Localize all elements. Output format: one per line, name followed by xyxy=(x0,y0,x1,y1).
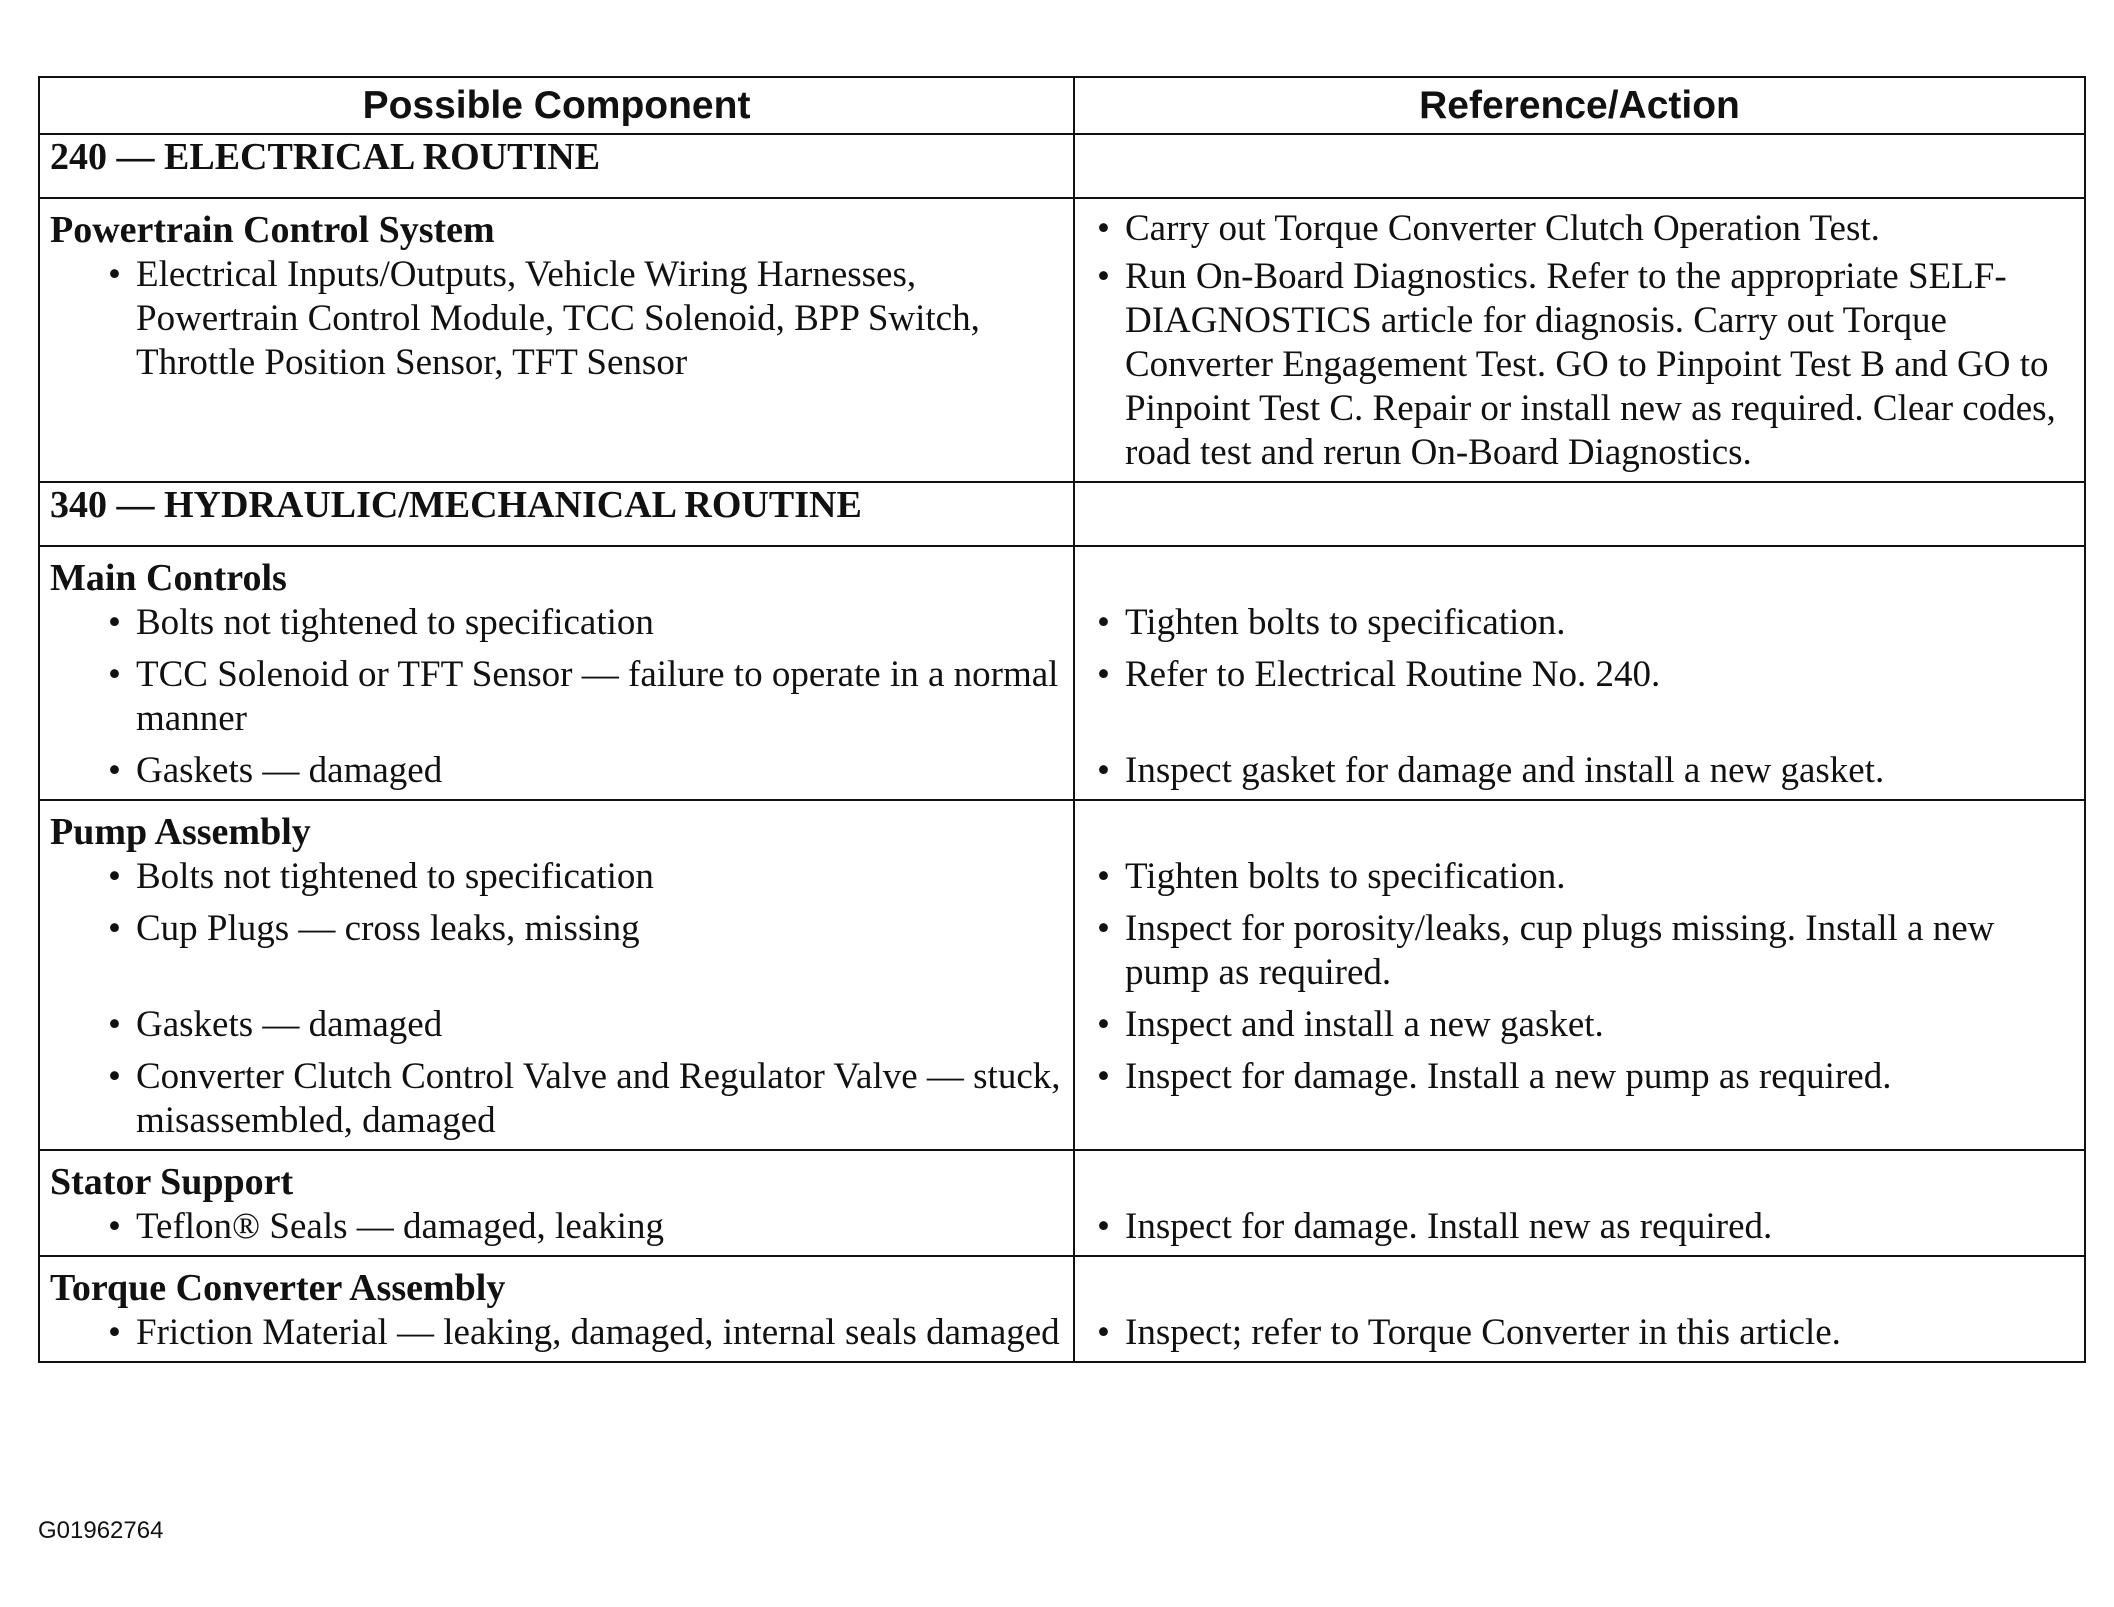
action-item: • Inspect gasket for damage and install a new gasket. xyxy=(1085,749,2074,793)
group-title: Pump Assembly xyxy=(50,811,311,853)
routine-title: 340 — HYDRAULIC/MECHANICAL ROUTINE xyxy=(50,484,862,526)
group-title: Torque Converter Assembly xyxy=(50,1267,506,1309)
action-item: • Tighten bolts to specification. xyxy=(1085,855,2074,899)
component-list xyxy=(50,1205,1063,1249)
component-item: • TCC Solenoid or TFT Sensor — failure to operate in a normal manner xyxy=(50,653,1063,741)
diagnosis-table xyxy=(38,76,2086,1363)
component-item: • Friction Material — leaking, damaged, internal seals damaged xyxy=(50,1311,1063,1355)
component-item: • Gaskets — damaged xyxy=(50,1003,1063,1047)
group-row-main-controls xyxy=(39,546,2085,800)
action-list xyxy=(1085,601,2074,793)
component-item: • Bolts not tightened to specification xyxy=(50,855,1063,899)
action-item: • Tighten bolts to specification. xyxy=(1085,601,2074,645)
group-row-torque-converter-assembly xyxy=(39,1256,2085,1362)
action-item: • Carry out Torque Converter Clutch Operation Test. xyxy=(1085,207,2074,251)
group-row-powertrain-control-system xyxy=(39,198,2085,482)
header-possible-component: Possible Component xyxy=(39,77,1074,134)
routine-row-electrical xyxy=(39,134,2085,198)
group-row-stator-support xyxy=(39,1150,2085,1256)
component-item: • Electrical Inputs/Outputs, Vehicle Wiring Harnesses, Powertrain Control Module, TCC Solenoid, BPP Switch, Throttle Position Sensor, TFT Sensor xyxy=(50,253,1063,385)
component-item: • Gaskets — damaged xyxy=(50,749,1063,793)
action-list xyxy=(1085,207,2074,475)
action-list xyxy=(1085,1205,2074,1249)
component-list xyxy=(50,855,1063,1143)
group-title: Powertrain Control System xyxy=(50,209,495,251)
group-title: Main Controls xyxy=(50,557,287,599)
routine-title: 240 — ELECTRICAL ROUTINE xyxy=(50,136,601,178)
image-code: G01962764 xyxy=(38,1517,164,1544)
action-list xyxy=(1085,1311,2074,1355)
action-item: • Inspect for damage. Install new as required. xyxy=(1085,1205,2074,1249)
component-item: • Converter Clutch Control Valve and Regulator Valve — stuck, misassembled, damaged xyxy=(50,1055,1063,1143)
component-list xyxy=(50,601,1063,793)
action-item: • Inspect; refer to Torque Converter in this article. xyxy=(1085,1311,2074,1355)
action-item: • Refer to Electrical Routine No. 240. xyxy=(1085,653,2074,697)
action-item: • Inspect for porosity/leaks, cup plugs missing. Install a new pump as required. xyxy=(1085,907,2074,995)
action-item: • Inspect and install a new gasket. xyxy=(1085,1003,2074,1047)
component-item: • Teflon® Seals — damaged, leaking xyxy=(50,1205,1063,1249)
action-item: • Inspect for damage. Install a new pump as required. xyxy=(1085,1055,2074,1099)
component-item: • Bolts not tightened to specification xyxy=(50,601,1063,645)
component-list xyxy=(50,253,1063,385)
component-list xyxy=(50,1311,1063,1355)
group-title: Stator Support xyxy=(50,1161,294,1203)
component-item: • Cup Plugs — cross leaks, missing xyxy=(50,907,1063,951)
header-row xyxy=(39,77,2085,134)
action-item: • Run On-Board Diagnostics. Refer to the appropriate SELF-DIAGNOSTICS article for diagnosis. Carry out Torque Converter Engagement Test. GO to Pinpoint Test B and GO to Pinpoint Test C. Repair or install new as required. Clear codes, road test and rerun On-Board Diagnostics. xyxy=(1085,255,2074,475)
routine-row-hydraulic-mechanical xyxy=(39,482,2085,546)
action-list xyxy=(1085,855,2074,1099)
header-reference-action: Reference/Action xyxy=(1074,77,2085,134)
group-row-pump-assembly xyxy=(39,800,2085,1150)
